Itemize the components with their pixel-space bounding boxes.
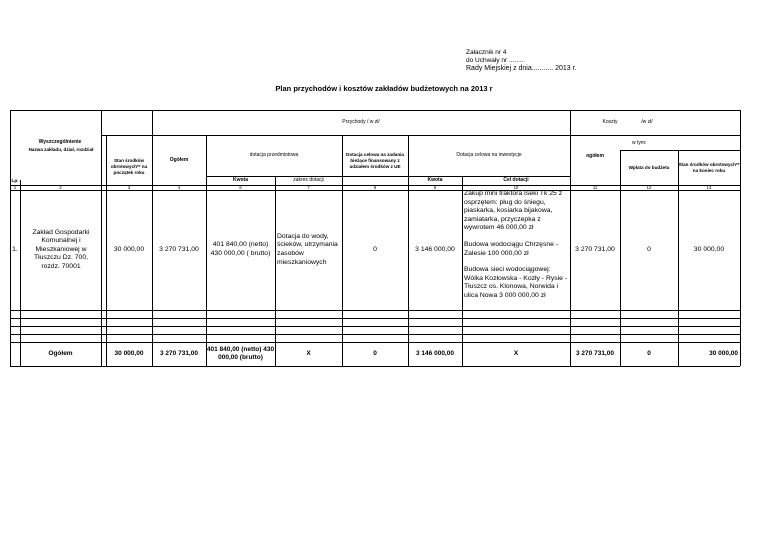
page-title: Plan przychodów i kosztów zakładów budżetowych na 2013 r [275, 84, 493, 93]
header-ogolem-koszty: ogółem [586, 152, 604, 159]
header-koszty: Koszty [602, 118, 618, 125]
header-cel: Cel dotacji [503, 177, 529, 184]
col-num: 12 [646, 185, 652, 190]
row-cel-3: Budowa sieci wodociągowej: Wólka Kozłowska - Kozły - Rysie - Tłuszcz os. Klonowa, Norwida i ulica Nowa 3 000 000,00 zł [464, 266, 568, 299]
col-num: 10 [513, 185, 519, 190]
row-kwota: 401 840,00 (netto) 430 000,00 ( brutto) [210, 241, 271, 257]
total-label: Ogółem [48, 350, 73, 357]
col-num: 7 [307, 185, 310, 190]
col-num: 3 [127, 185, 131, 190]
header-wyszczegolnienie: Wyszczególnienie [38, 138, 82, 145]
annex-note [466, 49, 577, 74]
vline [462, 176, 463, 366]
row-cel [464, 190, 570, 301]
row-koszty: 3 270 731,00 [575, 245, 615, 253]
total-kwota: 401 840,00 (netto) 430 000,00 (brutto) [206, 346, 275, 361]
col-num: 9 [433, 185, 437, 190]
row-stan-poczatek: 30 000,00 [113, 245, 145, 253]
hline [10, 318, 740, 319]
vline [740, 110, 741, 366]
row-zakres: Dotacja do wody, ścieków, utrzymania zasobów mieszkaniowych [277, 232, 338, 266]
col-num: 11 [592, 185, 598, 190]
row-cel-1: Zakup mini traktora Iseki Tk 25 z osprzętem: pług do śniegu, piaskarka, kosiarka bijakowa, zamiatarka, przyczepka z wywrotem 46 000,00 zł [464, 190, 563, 232]
col-num: 6 [239, 185, 242, 190]
hline [10, 334, 740, 335]
header-kwota: Kwota [233, 177, 248, 184]
header-dotacja-inwestycje: Dotacja celowa na inwestycje [456, 152, 522, 159]
col-num: 13 [706, 185, 712, 190]
annex-line-2: do Uchwały nr ........ [466, 57, 524, 65]
header-ogolem: Ogółem [169, 156, 189, 163]
hline [10, 366, 740, 367]
total-ogolem: 3 270 731,00 [160, 350, 198, 357]
header-wplata: Wpłata do budżetu [628, 164, 670, 170]
row-kwota-inw: 3 146 000,00 [415, 245, 455, 253]
header-nazwa: Nazwa zakładu, dział, rozdział [28, 146, 94, 152]
row-wplata: 0 [647, 245, 651, 253]
header-dotacja-przedmiotowa: dotacja przedmiotowa [249, 152, 299, 159]
total-cel: X [513, 350, 519, 357]
row-cel-2: Budowa wodociągu Chrzęsne - Zalesie 100 000,00 zł [464, 240, 559, 257]
hline [620, 150, 740, 151]
row-lp: 1. [12, 245, 18, 253]
col-num: 8 [373, 185, 377, 190]
header-koszty-unit: /w zł/ [641, 118, 653, 125]
row-dotacja-ue: 0 [373, 245, 377, 253]
total-zakres: X [306, 350, 311, 357]
vline [20, 180, 21, 366]
total-dotacja-ue: 0 [373, 350, 377, 357]
hline [10, 310, 740, 311]
header-stan-koniec: Stan środków obrotowych** na koniec roku [678, 161, 740, 173]
header-w-tym: w tym: [632, 139, 647, 146]
total-koszty: 3 270 731,00 [576, 350, 614, 357]
header-stan-poczatek: Stan środków obrotowych** na początek roku [110, 157, 148, 176]
row-ogolem: 3 270 731,00 [159, 245, 199, 253]
total-stan-koniec: 30 000,00 [709, 350, 738, 357]
hline [10, 110, 740, 111]
header-dotacja-ue: Dotacja celowa na zadania bieżące finansowany z udziałem środków z UE [346, 151, 404, 170]
annex-line-1: Załacznik nr 4 [466, 49, 507, 56]
row-nazwa: Zakład Gospodarki Komunalnej i Mieszkaniowej w Tłuszczu Dz. 700, rozdz. 70001 [32, 228, 90, 270]
total-kwota-inw: 3 146 000,00 [416, 350, 454, 357]
row-stan-koniec: 30 000,00 [693, 245, 725, 253]
header-przychody: Przychody / w zł/ [342, 118, 380, 125]
header-zakres: zakres dotacji [293, 177, 324, 184]
col-num: 4 [177, 185, 181, 190]
header-lp: Lp. [11, 178, 19, 184]
vline [275, 176, 276, 366]
col-num: 2 [59, 185, 62, 190]
header-kwota-inw: Kwota [427, 177, 443, 184]
col-num: 1 [13, 185, 17, 190]
hline [10, 326, 740, 327]
annex-line-3: Rady Miejskiej z dnia........... 2013 r. [466, 65, 577, 73]
total-stan-poczatek: 30 000,00 [114, 350, 144, 357]
total-wplata: 0 [647, 350, 651, 357]
